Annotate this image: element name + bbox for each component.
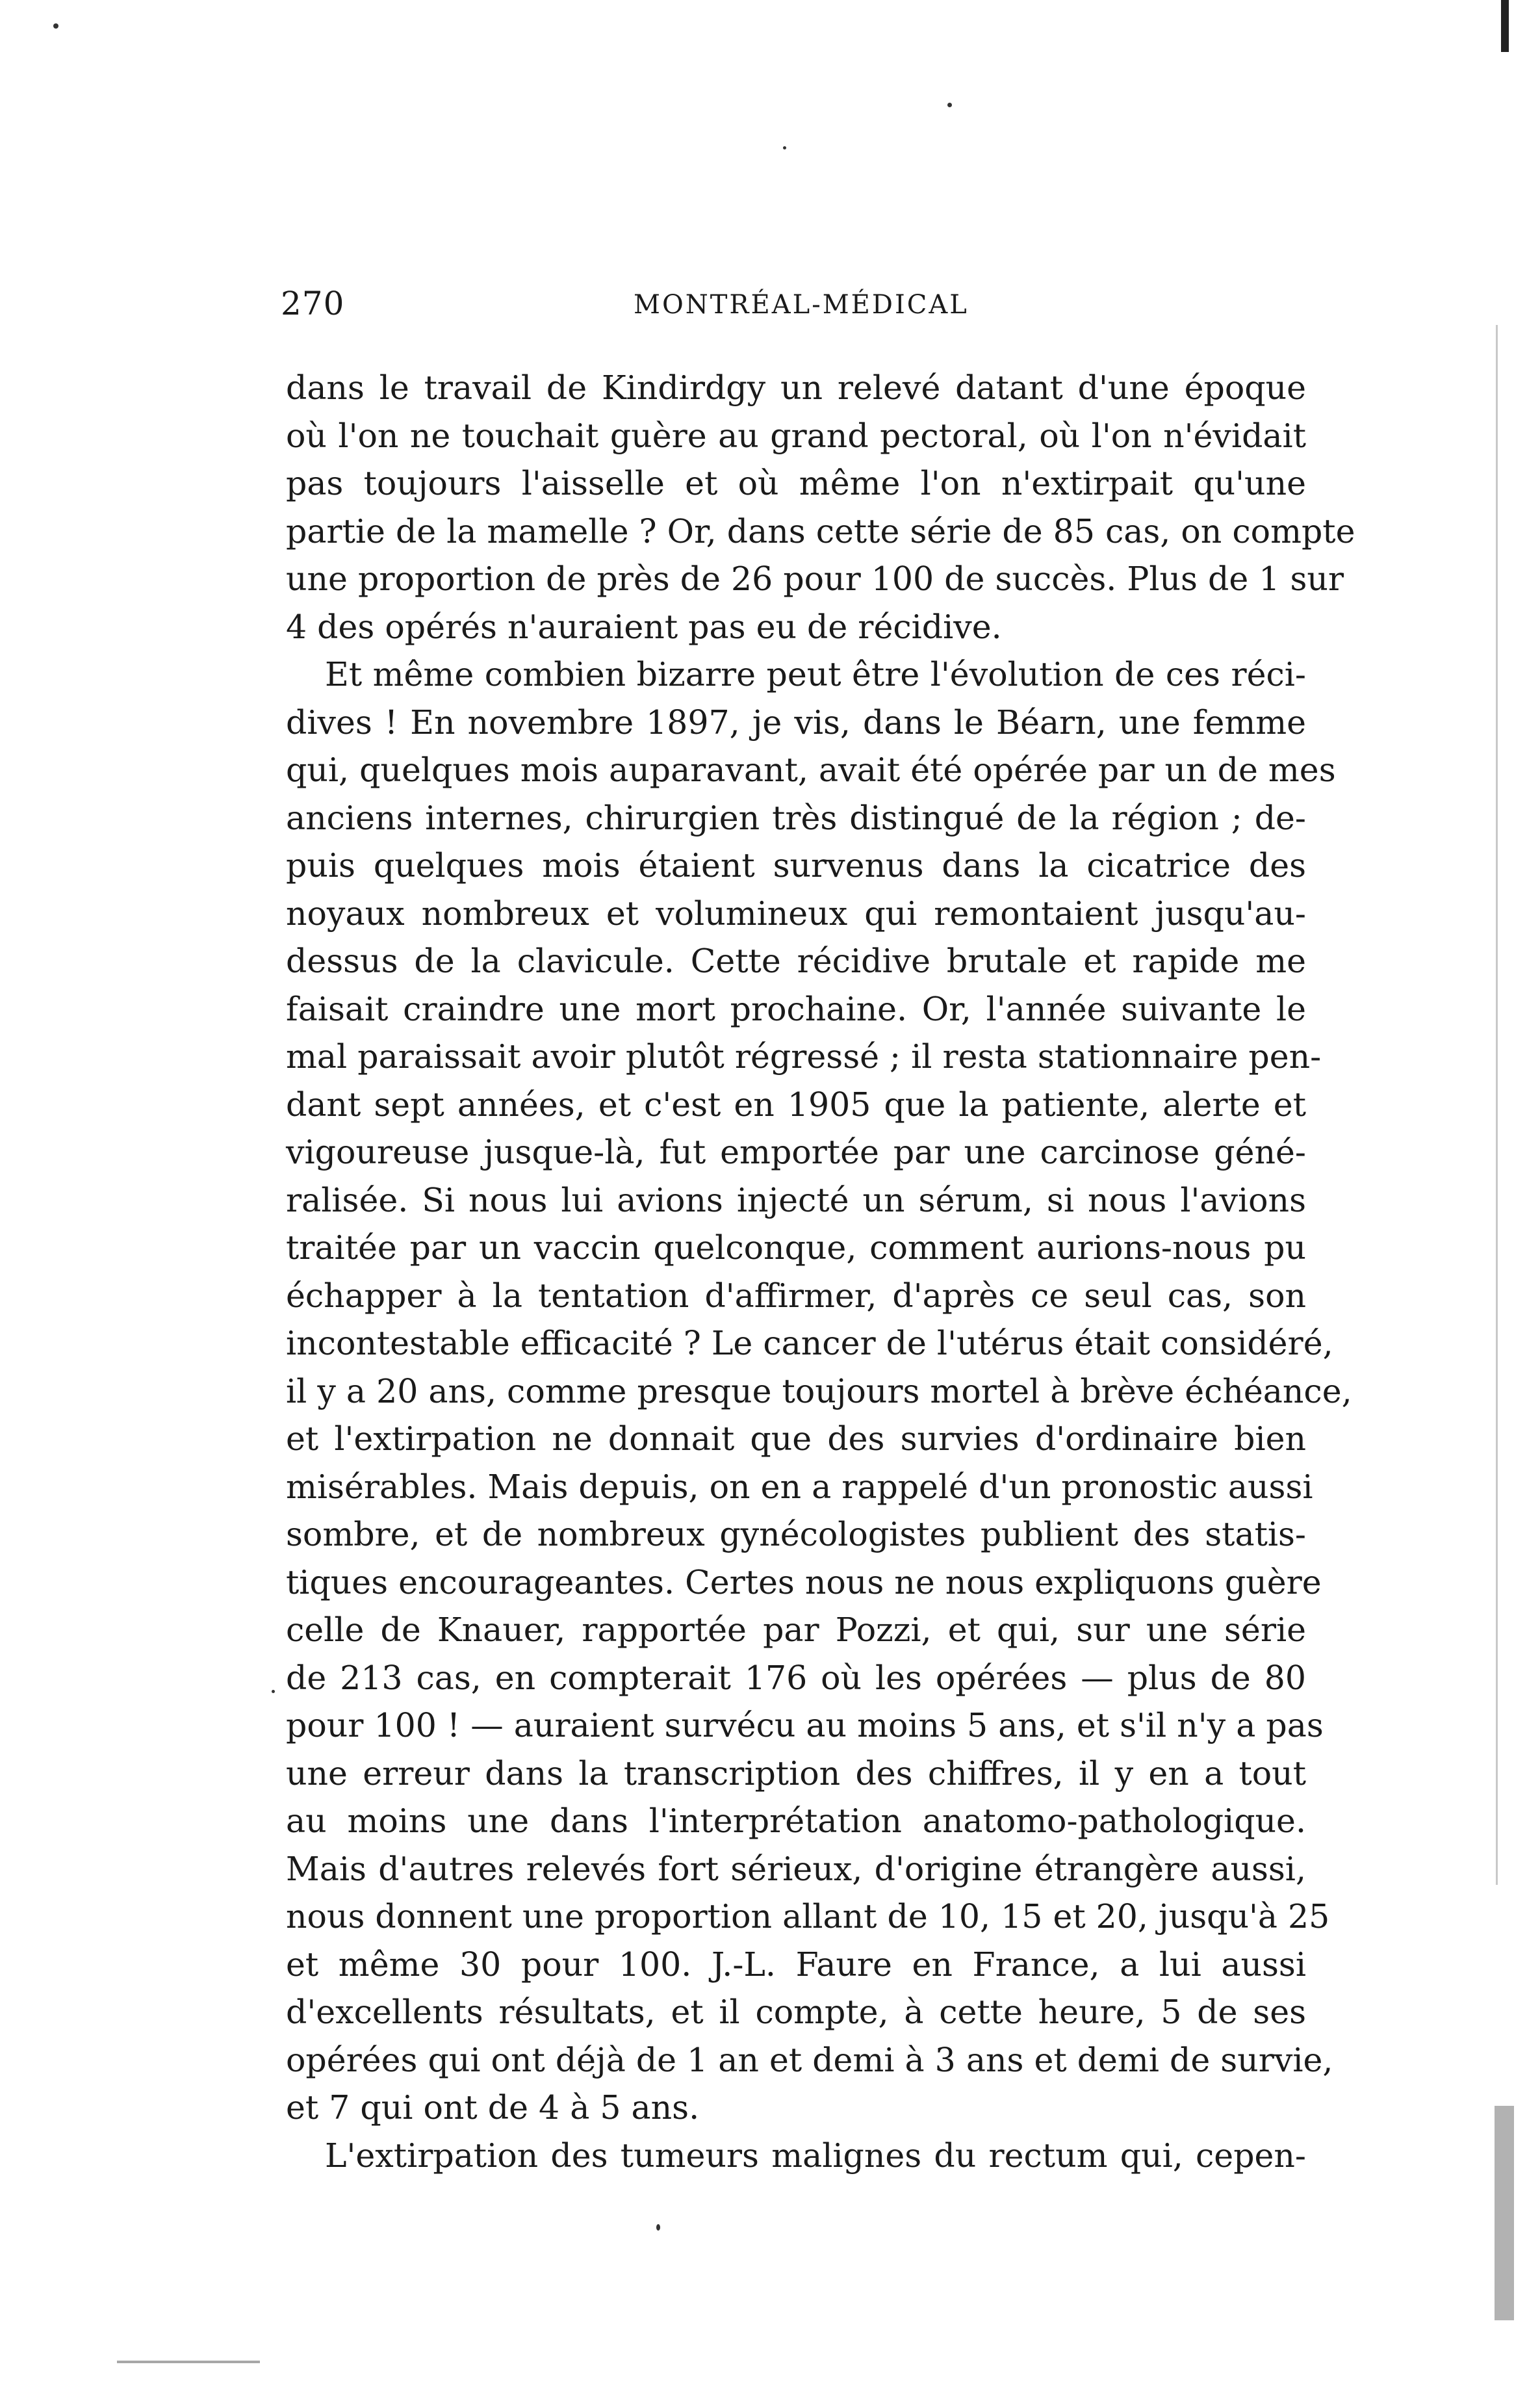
body-text [286, 364, 1355, 2179]
text-line: d'excellents résultats, et il compte, à cette heure, 5 de ses [286, 1993, 1306, 2031]
text-line: tiques encourageantes. Certes nous ne nous expliquons guère [286, 1562, 1322, 1601]
scan-edge-mark [1496, 325, 1498, 1885]
scan-edge-mark [1495, 2106, 1514, 2320]
text-line: 4 des opérés n'auraient pas eu de récidive. [286, 607, 1002, 646]
text-line: ralisée. Si nous lui avions injecté un sérum, si nous l'avions [286, 1180, 1306, 1219]
text-line: Et même combien bizarre peut être l'évolution de ces réci- [325, 655, 1306, 693]
text-line: partie de la mamelle ? Or, dans cette série de 85 cas, on compte [286, 512, 1355, 551]
text-line: noyaux nombreux et volumineux qui remontaient jusqu'au- [286, 894, 1306, 933]
text-line: mal paraissait avoir plutôt régressé ; il resta stationnaire pen- [286, 1037, 1322, 1076]
text-line: où l'on ne touchait guère au grand pectoral, où l'on n'évidait [286, 416, 1306, 455]
scan-speck [53, 23, 58, 29]
text-line: L'extirpation des tumeurs malignes du rectum qui, cepen- [325, 2136, 1306, 2175]
text-line: misérables. Mais depuis, on en a rappelé d'un pronostic aussi [286, 1467, 1313, 1506]
scan-speck [272, 1690, 275, 1693]
text-line: une erreur dans la transcription des chiffres, il y en a tout [286, 1754, 1306, 1793]
text-line: puis quelques mois étaient survenus dans la cicatrice des [286, 846, 1306, 885]
text-line: dant sept années, et c'est en 1905 que la patiente, alerte et [286, 1085, 1306, 1124]
scan-speck [783, 146, 786, 149]
text-line: une proportion de près de 26 pour 100 de succès. Plus de 1 sur [286, 560, 1344, 598]
text-line: il y a 20 ans, comme presque toujours mortel à brève échéance, [286, 1371, 1352, 1410]
scan-edge-mark [1501, 0, 1509, 52]
text-line: traitée par un vaccin quelconque, comment aurions-nous pu [286, 1228, 1306, 1267]
text-line: pour 100 ! — auraient survécu au moins 5 ans, et s'il n'y a pas [286, 1706, 1324, 1744]
scan-speck [947, 103, 952, 107]
text-line: au moins une dans l'interprétation anatomo-pathologique. [286, 1802, 1306, 1840]
text-line: opérées qui ont déjà de 1 an et demi à 3 ans et demi de survie, [286, 2040, 1333, 2079]
page-number: 270 [281, 285, 345, 322]
text-line: et 7 qui ont de 4 à 5 ans. [286, 2088, 700, 2127]
text-line: dans le travail de Kindirdgy un relevé datant d'une époque [286, 369, 1306, 407]
text-line: pas toujours l'aisselle et où même l'on n'extirpait qu'une [286, 464, 1306, 502]
text-line: anciens internes, chirurgien très distingué de la région ; de- [286, 798, 1306, 837]
text-line: Mais d'autres relevés fort sérieux, d'origine étrangère aussi, [286, 1849, 1306, 1888]
text-line: dives ! En novembre 1897, je vis, dans le Béarn, une femme [286, 703, 1306, 742]
text-line: nous donnent une proportion allant de 10, 15 et 20, jusqu'à 25 [286, 1897, 1330, 1936]
text-line: de 213 cas, en compterait 176 où les opérées — plus de 80 [286, 1658, 1306, 1697]
scan-edge-mark [117, 2361, 260, 2363]
text-line: vigoureuse jusque-là, fut emportée par une carcinose géné- [286, 1133, 1306, 1171]
running-head: MONTRÉAL-MÉDICAL [634, 290, 969, 320]
text-line: sombre, et de nombreux gynécologistes publient des statis- [286, 1515, 1306, 1553]
text-line: et l'extirpation ne donnait que des survies d'ordinaire bien [286, 1419, 1306, 1458]
text-line: échapper à la tentation d'affirmer, d'après ce seul cas, son [286, 1276, 1306, 1315]
text-line: et même 30 pour 100. J.-L. Faure en France, a lui aussi [286, 1945, 1306, 1984]
text-line: dessus de la clavicule. Cette récidive brutale et rapide me [286, 942, 1306, 980]
scan-speck [656, 2224, 660, 2231]
text-line: qui, quelques mois auparavant, avait été opérée par un de mes [286, 751, 1336, 789]
text-line: faisait craindre une mort prochaine. Or, l'année suivante le [286, 989, 1306, 1028]
text-line: celle de Knauer, rapportée par Pozzi, et qui, sur une série [286, 1611, 1306, 1649]
text-line: incontestable efficacité ? Le cancer de l'utérus était considéré, [286, 1324, 1333, 1362]
